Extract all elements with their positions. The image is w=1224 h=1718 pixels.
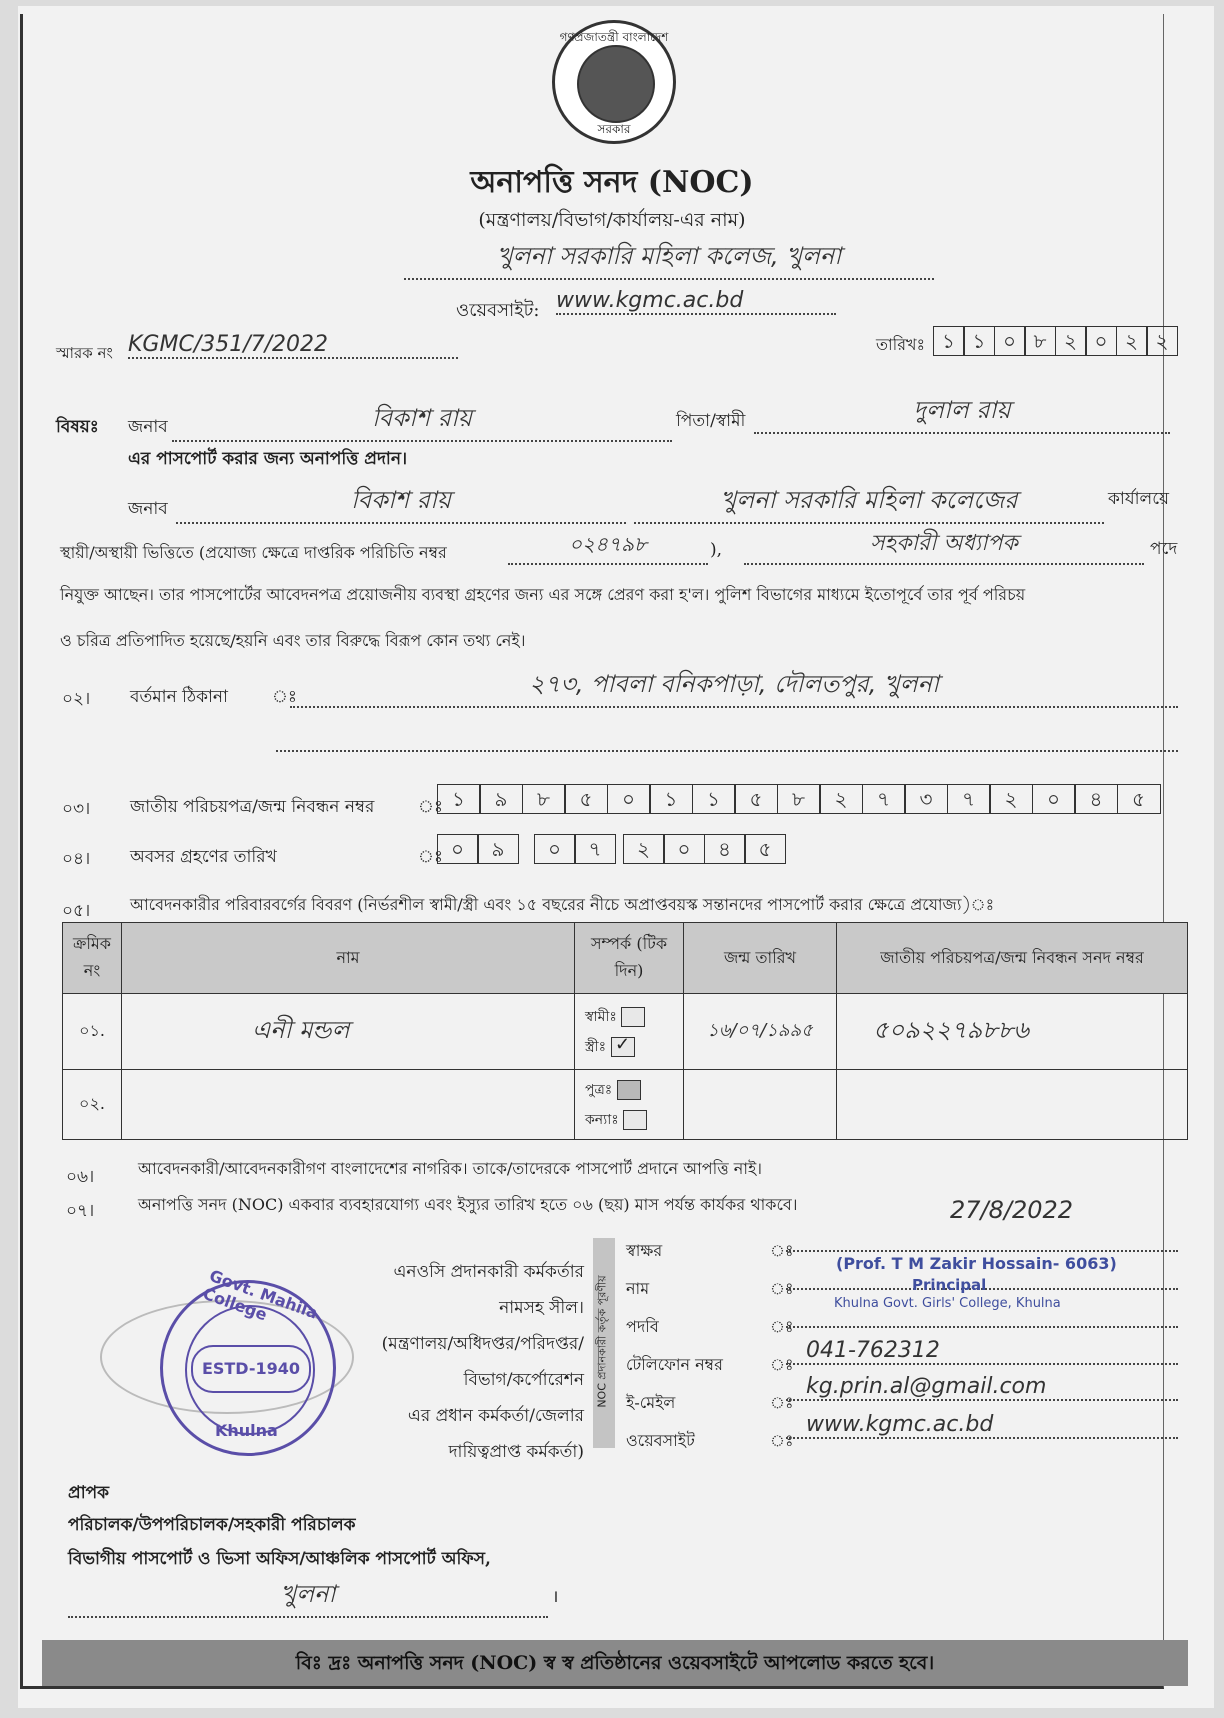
memo-value: KGMC/351/7/2022: [128, 332, 458, 359]
post-line: [786, 1308, 1178, 1328]
date-digit: ২: [1116, 326, 1148, 356]
table-row: [63, 1070, 1188, 1140]
officer-block: [368, 1254, 584, 1470]
item-06-number: ০৬।: [66, 1167, 95, 1187]
sign-date: 27/8/2022: [950, 1196, 1074, 1224]
nid-digit: ৪: [1074, 784, 1118, 814]
relation-wife-label: স্ত্রীঃ: [585, 1038, 607, 1055]
officer-line: দায়িত্বপ্রাপ্ত কর্মকর্তা): [448, 1442, 584, 1462]
subject-line2: এর পাসপোর্ট করার জন্য অনাপত্তি প্রদান।: [128, 449, 408, 469]
body-line2-mid: ),: [710, 540, 723, 560]
date-boxes: [934, 326, 1178, 356]
name-label: নাম: [626, 1279, 650, 1298]
recipient-line1: পরিচালক/উপপরিচালক/সহকারী পরিচালক: [68, 1515, 356, 1535]
web-colon: ঃ: [770, 1431, 794, 1450]
body-line2-prefix: স্থায়ী/অস্থায়ী ভিত্তিতে (প্রযোজ্য ক্ষেত্রে দাপ্তরিক পরিচিতি নম্বর: [60, 543, 447, 562]
subject-mr: জনাব: [128, 417, 168, 437]
item-06-text: আবেদনকারী/আবেদনকারীগণ বাংলাদেশের নাগরিক। তাকে/তাদেরকে পাসপোর্ট প্রদানে আপত্তি নাই।: [138, 1159, 763, 1178]
nid-boxes: [438, 784, 1161, 814]
retire-digit: ০: [534, 834, 576, 864]
officer-line: নামসহ সীল।: [499, 1298, 584, 1318]
college-stamp: [160, 1265, 336, 1456]
row-nid: ৫০৯২২৭৯৮৮৬: [837, 994, 1188, 1070]
father-name: দুলাল রায়: [754, 392, 1170, 434]
retire-digit: ৯: [477, 834, 519, 864]
page-subtitle: (মন্ত্রণালয়/বিভাগ/কার্যালয়-এর নাম): [478, 209, 746, 231]
name-colon: ঃ: [770, 1279, 794, 1298]
officer-line: বিভাগ/কর্পোরেশন: [463, 1370, 584, 1390]
address-value: ২৭৩, পাবলা বনিকপাড়া, দৌলতপুর, খুলনা: [290, 666, 1178, 708]
retire-colon: ঃ: [418, 847, 443, 867]
nid-digit: ১: [437, 784, 481, 814]
relation-husband-label: স্বামীঃ: [585, 1008, 617, 1025]
date-digit: ০: [994, 326, 1026, 356]
date-label: তারিখঃ: [876, 335, 926, 354]
memo-label: স্মারক নং: [56, 344, 113, 362]
seal-bottom-text: সরকার: [597, 122, 631, 136]
date-digit: ২: [1055, 326, 1087, 356]
sign-label: স্বাক্ষর: [626, 1241, 663, 1260]
date-digit: ২: [1146, 326, 1178, 356]
bottom-note: বিঃ দ্রঃ অনাপত্তি সনদ (NOC) স্ব স্ব প্রতিষ্ঠানের ওয়েবসাইটে আপলোড করতে হবে।: [42, 1640, 1188, 1686]
table-header-row: [63, 923, 1188, 994]
nid-digit: ৫: [1117, 784, 1161, 814]
officer-line: এর প্রধান কর্মকর্তা/জেলার: [407, 1406, 584, 1426]
body-post: সহকারী অধ্যাপক: [744, 526, 1144, 565]
post-value: Khulna Govt. Girls' College, Khulna: [834, 1296, 1061, 1311]
row-relation: [575, 1070, 684, 1140]
item-04-number: ০৪।: [62, 849, 91, 869]
sign-line: [786, 1232, 1178, 1252]
item-07-text: অনাপত্তি সনদ (NOC) একবার ব্যবহারযোগ্য এবং ইস্যুর তারিখ হতে ০৬ (ছয়) মাস পর্যন্ত কার্যকর থাকবে।: [138, 1195, 798, 1214]
nid-digit: ২: [989, 784, 1033, 814]
date-digit: ১: [933, 326, 965, 356]
name-value: (Prof. T M Zakir Hossain- 6063): [836, 1254, 1117, 1273]
row-sl: ০১.: [63, 994, 122, 1070]
website-value: www.kgmc.ac.bd: [556, 288, 836, 315]
body-office-suffix: কার্যালয়ে: [1108, 489, 1170, 509]
header-nid: জাতীয় পরিচয়পত্র/জন্ম নিবন্ধন সনদ নম্বর: [837, 923, 1188, 994]
item-03-number: ০৩।: [62, 799, 91, 819]
nid-digit: ৫: [734, 784, 778, 814]
email-colon: ঃ: [770, 1393, 794, 1412]
header-dob: জন্ম তারিখ: [684, 923, 837, 994]
item-02-number: ০২।: [62, 689, 91, 709]
row-name: এনী মন্ডল: [122, 994, 575, 1070]
nid-label: জাতীয় পরিচয়পত্র/জন্ম নিবন্ধন নম্বর: [130, 797, 375, 817]
nid-digit: ৯: [479, 784, 523, 814]
family-table: [62, 922, 1188, 1140]
post-label: পদবি: [626, 1317, 659, 1336]
phone-colon: ঃ: [770, 1355, 794, 1374]
relation-daughter-label: কন্যাঃ: [585, 1111, 619, 1128]
nid-digit: ৮: [522, 784, 566, 814]
nid-digit: ৮: [777, 784, 821, 814]
nid-digit: ৩: [904, 784, 948, 814]
page-title: অনাপত্তি সনদ (NOC): [470, 165, 754, 200]
retire-digit: ২: [623, 834, 665, 864]
date-digit: ১: [963, 326, 995, 356]
phone-label: টেলিফোন নম্বর: [626, 1355, 723, 1374]
stamp-top-text: Govt. Mahila College: [200, 1265, 321, 1325]
recipient-city: খুলনা: [68, 1576, 548, 1618]
body-name: বিকাশ রায়: [176, 482, 626, 524]
nid-digit: ৭: [862, 784, 906, 814]
nid-colon: ঃ: [418, 797, 443, 817]
family-label: আবেদনকারীর পরিবারবর্গের বিবরণ (নির্ভরশীল স্বামী/স্ত্রী এবং ১৫ বছরের নীচে অপ্রাপ্তবয়স্ক সন্তানদের পাসপোর্ট করার ক্ষেত্রে প্রযোজ্য)ঃ: [130, 895, 995, 914]
post-colon: ঃ: [770, 1317, 794, 1336]
vertical-strip: [593, 1238, 615, 1448]
nid-digit: ২: [819, 784, 863, 814]
date-digit: ৮: [1024, 326, 1056, 356]
son-checkbox[interactable]: [617, 1080, 641, 1100]
body-line4: ও চরিত্র প্রতিপাদিত হয়েছে/হয়নি এবং তার বিরুদ্ধে বিরূপ কোন তথ্য নেই।: [60, 631, 526, 650]
stamp-center-text: ESTD-1940: [191, 1345, 311, 1393]
husband-checkbox[interactable]: [621, 1007, 645, 1027]
body-office: খুলনা সরকারি মহিলা কলেজের: [634, 482, 1104, 524]
subject-label: বিষয়ঃ: [56, 417, 99, 437]
item-07-number: ০৭।: [66, 1201, 95, 1221]
phone-value: 041-762312: [786, 1338, 1178, 1365]
retire-digit: ৭: [574, 834, 616, 864]
body-id-no: ০২৪৭৯৮: [508, 530, 708, 565]
government-seal: [552, 20, 676, 144]
stamp-bottom-text: Khulna: [215, 1421, 278, 1440]
bangladesh-map-icon: [577, 45, 655, 123]
wife-checkbox[interactable]: ✓: [611, 1037, 635, 1057]
office-name: খুলনা সরকারি মহিলা কলেজ, খুলনা: [404, 238, 934, 280]
name-sub: Principal: [912, 1276, 987, 1294]
header-name: নাম: [122, 923, 575, 994]
row-dob: [684, 1070, 837, 1140]
father-label: পিতা/স্বামী: [676, 411, 746, 431]
nid-digit: ০: [1032, 784, 1076, 814]
vertical-strip-text: NOC প্রদানকারী কর্তৃক পূরণীয়: [595, 1275, 609, 1408]
seal-top-text: গণপ্রজাতন্ত্রী বাংলাদেশ: [559, 30, 669, 44]
date-digit: ০: [1085, 326, 1117, 356]
email-value: kg.prin.al@gmail.com: [786, 1374, 1178, 1401]
body-line3: নিযুক্ত আছেন। তার পাসপোর্টের আবেদনপত্র প্রয়োজনীয় ব্যবস্থা গ্রহণের জন্য এর সঙ্গে প্রেরণ করা হ'ল। পুলিশ বিভাগের মাধ্যমে ইতোপূর্বে তার পূর্ব পরিচয়: [60, 585, 1026, 604]
officer-line: (মন্ত্রণালয়/অধিদপ্তর/পরিদপ্তর/: [381, 1334, 584, 1354]
retire-label: অবসর গ্রহণের তারিখ: [130, 847, 277, 867]
body-line2-suffix: পদে: [1150, 539, 1178, 559]
row-nid: [837, 1070, 1188, 1140]
retire-digit: ৪: [704, 834, 746, 864]
header-sl: ক্রমিক নং: [63, 923, 122, 994]
recipient-label: প্রাপক: [68, 1483, 110, 1503]
row-sl: ০২.: [63, 1070, 122, 1140]
daughter-checkbox[interactable]: [623, 1110, 647, 1130]
retire-digit: ৫: [744, 834, 786, 864]
web-label: ওয়েবসাইট: [626, 1431, 695, 1450]
nid-digit: ১: [692, 784, 736, 814]
row-relation: [575, 994, 684, 1070]
recipient-line2: বিভাগীয় পাসপোর্ট ও ভিসা অফিস/আঞ্চলিক পাসপোর্ট অফিস,: [68, 1549, 491, 1569]
subject-name: বিকাশ রায়: [172, 400, 672, 442]
retire-digit: ০: [663, 834, 705, 864]
nid-digit: ০: [607, 784, 651, 814]
officer-line: এনওসি প্রদানকারী কর্মকর্তার: [393, 1262, 584, 1282]
web-value: www.kgmc.ac.bd: [786, 1412, 1178, 1439]
nid-digit: ৭: [947, 784, 991, 814]
sign-colon: ঃ: [770, 1241, 794, 1260]
email-label: ই-মেইল: [626, 1393, 676, 1412]
website-label: ওয়েবসাইট:: [456, 300, 540, 321]
nid-digit: ৫: [564, 784, 608, 814]
table-row: [63, 994, 1188, 1070]
retire-digit: ০: [437, 834, 479, 864]
item-05-number: ০৫।: [62, 901, 91, 921]
address-label: বর্তমান ঠিকানা: [130, 687, 228, 707]
address-blank-line: [276, 740, 1178, 752]
nid-digit: ১: [649, 784, 693, 814]
relation-son-label: পুত্রঃ: [585, 1081, 613, 1098]
retire-boxes: [438, 834, 786, 864]
body-mr: জনাব: [128, 499, 168, 519]
address-colon: ঃ: [272, 687, 297, 707]
row-dob: ১৬/০৭/১৯৯৫: [684, 994, 837, 1070]
row-name: [122, 1070, 575, 1140]
header-relation: সম্পর্ক (টিক দিন): [575, 923, 684, 994]
recipient-end: ।: [552, 1587, 559, 1607]
